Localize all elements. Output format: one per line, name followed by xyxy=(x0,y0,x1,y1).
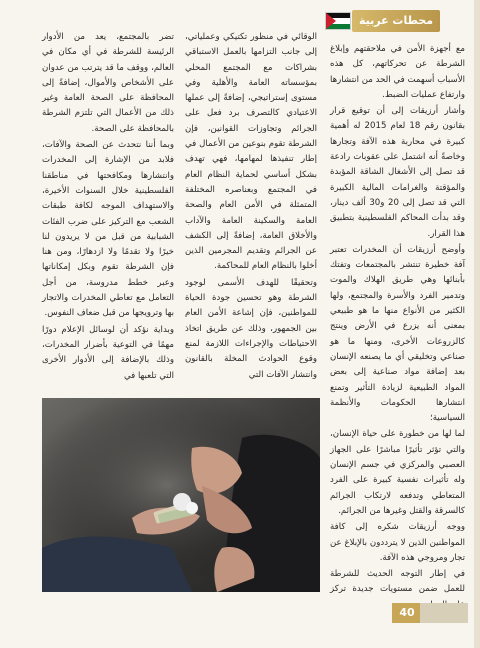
palestine-flag-icon xyxy=(325,12,351,30)
side-accent-strip xyxy=(474,0,480,648)
paragraph: مع أجهزة الأمن في ملاحقتهم وإبلاغ الشرطة عن تحركاتهم، كل هذه الأسباب أسهمت في الحد من انتشارها وارتفاع عمليات الضبط. xyxy=(330,44,465,100)
paragraph: وتحقيقًا للهدف الأسمى لوجود الشرطة وهو تحسين جودة الحياة للمواطنين، فإن إشاعة الأمن العام بين الجمهور، وذلك عن طريق اتخاذ الاحتياطات والإجراءات اللازمة لمنع وقوع الحوادث المخلة بالقانون وانتشار الآفات التي xyxy=(185,277,317,380)
article-column-middle xyxy=(185,30,317,384)
paragraph: الوقائي في منظور تكتيكي وعملياتي، إلى جانب التزامها بالعمل الاستباقي بشراكات مع المجتمع المحلي بمؤسساته العامة والأهلية وفي مستوى إستراتيجي، إضافةً إلى عملها الاعتيادي كالتصرف برد فعل على الجرائم وتجاوزات القوانين، فإن الشرطة تقوم بنوعين من الأعمال في إطار تنفيذها لمهامها، فهي تهدف بشكل أساسي لحماية النظام العام في المجتمع وبعناصره المختلفة المتمثلة في الأمن العام والصحة العامة والسكينة العامة والآداب والأخلاق العامة، إضافةً إلى الكشف عن الجرائم وتقديم المجرمين الذين أخلوا بالنظام العام للمحاكمة. xyxy=(185,32,317,272)
paragraph: تضر بالمجتمع، يعد من الأدوار الرئيسة للشرطة في أي مكان في العالم، ووقف ما قد يترتب من عدوان على الأشخاص والأموال، إضافةً إلى المحافظة على الصحة العامة وغير ذلك من الأعمال التي تلتزم الشرطة بالمحافظة على الصحة. xyxy=(42,32,174,134)
article-photo-drug-exchange xyxy=(42,398,320,592)
paragraph: وأوضح أرزيقات أن المخدرات تعتبر آفة خطيرة تنتشر بالمجتمعات وتفتك بأبنائها وهي طريق الهلاك والموت وتدمير الفرد والأسرة والمجتمع، ولها الكثير من الأنواع منها ما هو طبيعي بمعنى أنه يزرع في الأرض وينتج كالزروعات الأخرى، ومنها ما هو صناعي وتخليقي أي ما يصنعه الإنسان بعد إضافة مواد صناعية إلى بعض المواد الطبيعية لزيادة التأثير وتمنع انتشارها الحكومات والأنظمة السياسية؛ xyxy=(330,244,465,424)
paragraph: في إطار التوجه الحديث للشرطة للعمل ضمن مستويات جديدة تركز xyxy=(330,569,465,595)
section-title: محطات عربية xyxy=(352,10,440,32)
paragraph: ووجه أرزيقات شكره إلى كافة المواطنين الذين لا يترددون بالإبلاغ عن تجار ومروجي هذه الآفة. xyxy=(330,522,465,563)
article-column-left xyxy=(42,30,174,385)
paragraph: وبداية نؤكد أن لوسائل الإعلام دورًا مهمًا في التوعية بأضرار المخدرات، وذلك بالإضافة إلى الأدوار الأخرى التي تلعبها في xyxy=(42,324,174,381)
page-number: 40 xyxy=(392,603,422,623)
paragraph: وأشار أرزيقات إلى أن توقيع قرار بقانون رقم 18 لعام 2015 له أهمية كبيرة في محاربة هذه الآفة وتجارها وخاصةً أنه اشتمل على عقوبات رادعة قد تصل إلى الأشغال الشاقة المؤبدة والمؤقتة والغرامات المالية الكبيرة التي قد تصل إلى 20 و30 ألف دينار، وقد بدأت المحاكم الفلسطينية بتطبيق هذا القرار. xyxy=(330,106,465,239)
paragraph: وبما أننا نتحدث عن الصحة والآفات، فلابد من الإشارة إلى المخدرات وانتشارها ومكافحتها في مناطقنا الفلسطينية خلال السنوات الأخيرة، والاستهداف الموجه لكافة طبقات الشعب مع التركيز على ضرب الفئات الشبابية من قبل من لا يريدون لنا خيرًا ولا تقدمًا ولا ازدهارًا، ومن هنا فإن الشرطة تقوم وبكل إمكاناتها وعبر خطط مدروسة، من أجل التعامل مع تعاطي المخدرات والاتجار بها وترويجها من قبل ضعاف النفوس. xyxy=(42,140,174,319)
footer-bar xyxy=(420,603,468,623)
paragraph: لما لها من خطورة على حياة الإنسان، والتي تؤثر تأثيرًا مباشرًا على الجهاز العصبي والمركزي في جسم الإنسان وله تأثيرات نفسية كبيرة على الفرد المتعاطي وتدفعه لارتكاب الجرائم كالسرقة والقتل وغيرها من الجرائم. xyxy=(330,429,465,516)
article-column-right xyxy=(330,42,465,614)
section-header xyxy=(325,10,440,34)
